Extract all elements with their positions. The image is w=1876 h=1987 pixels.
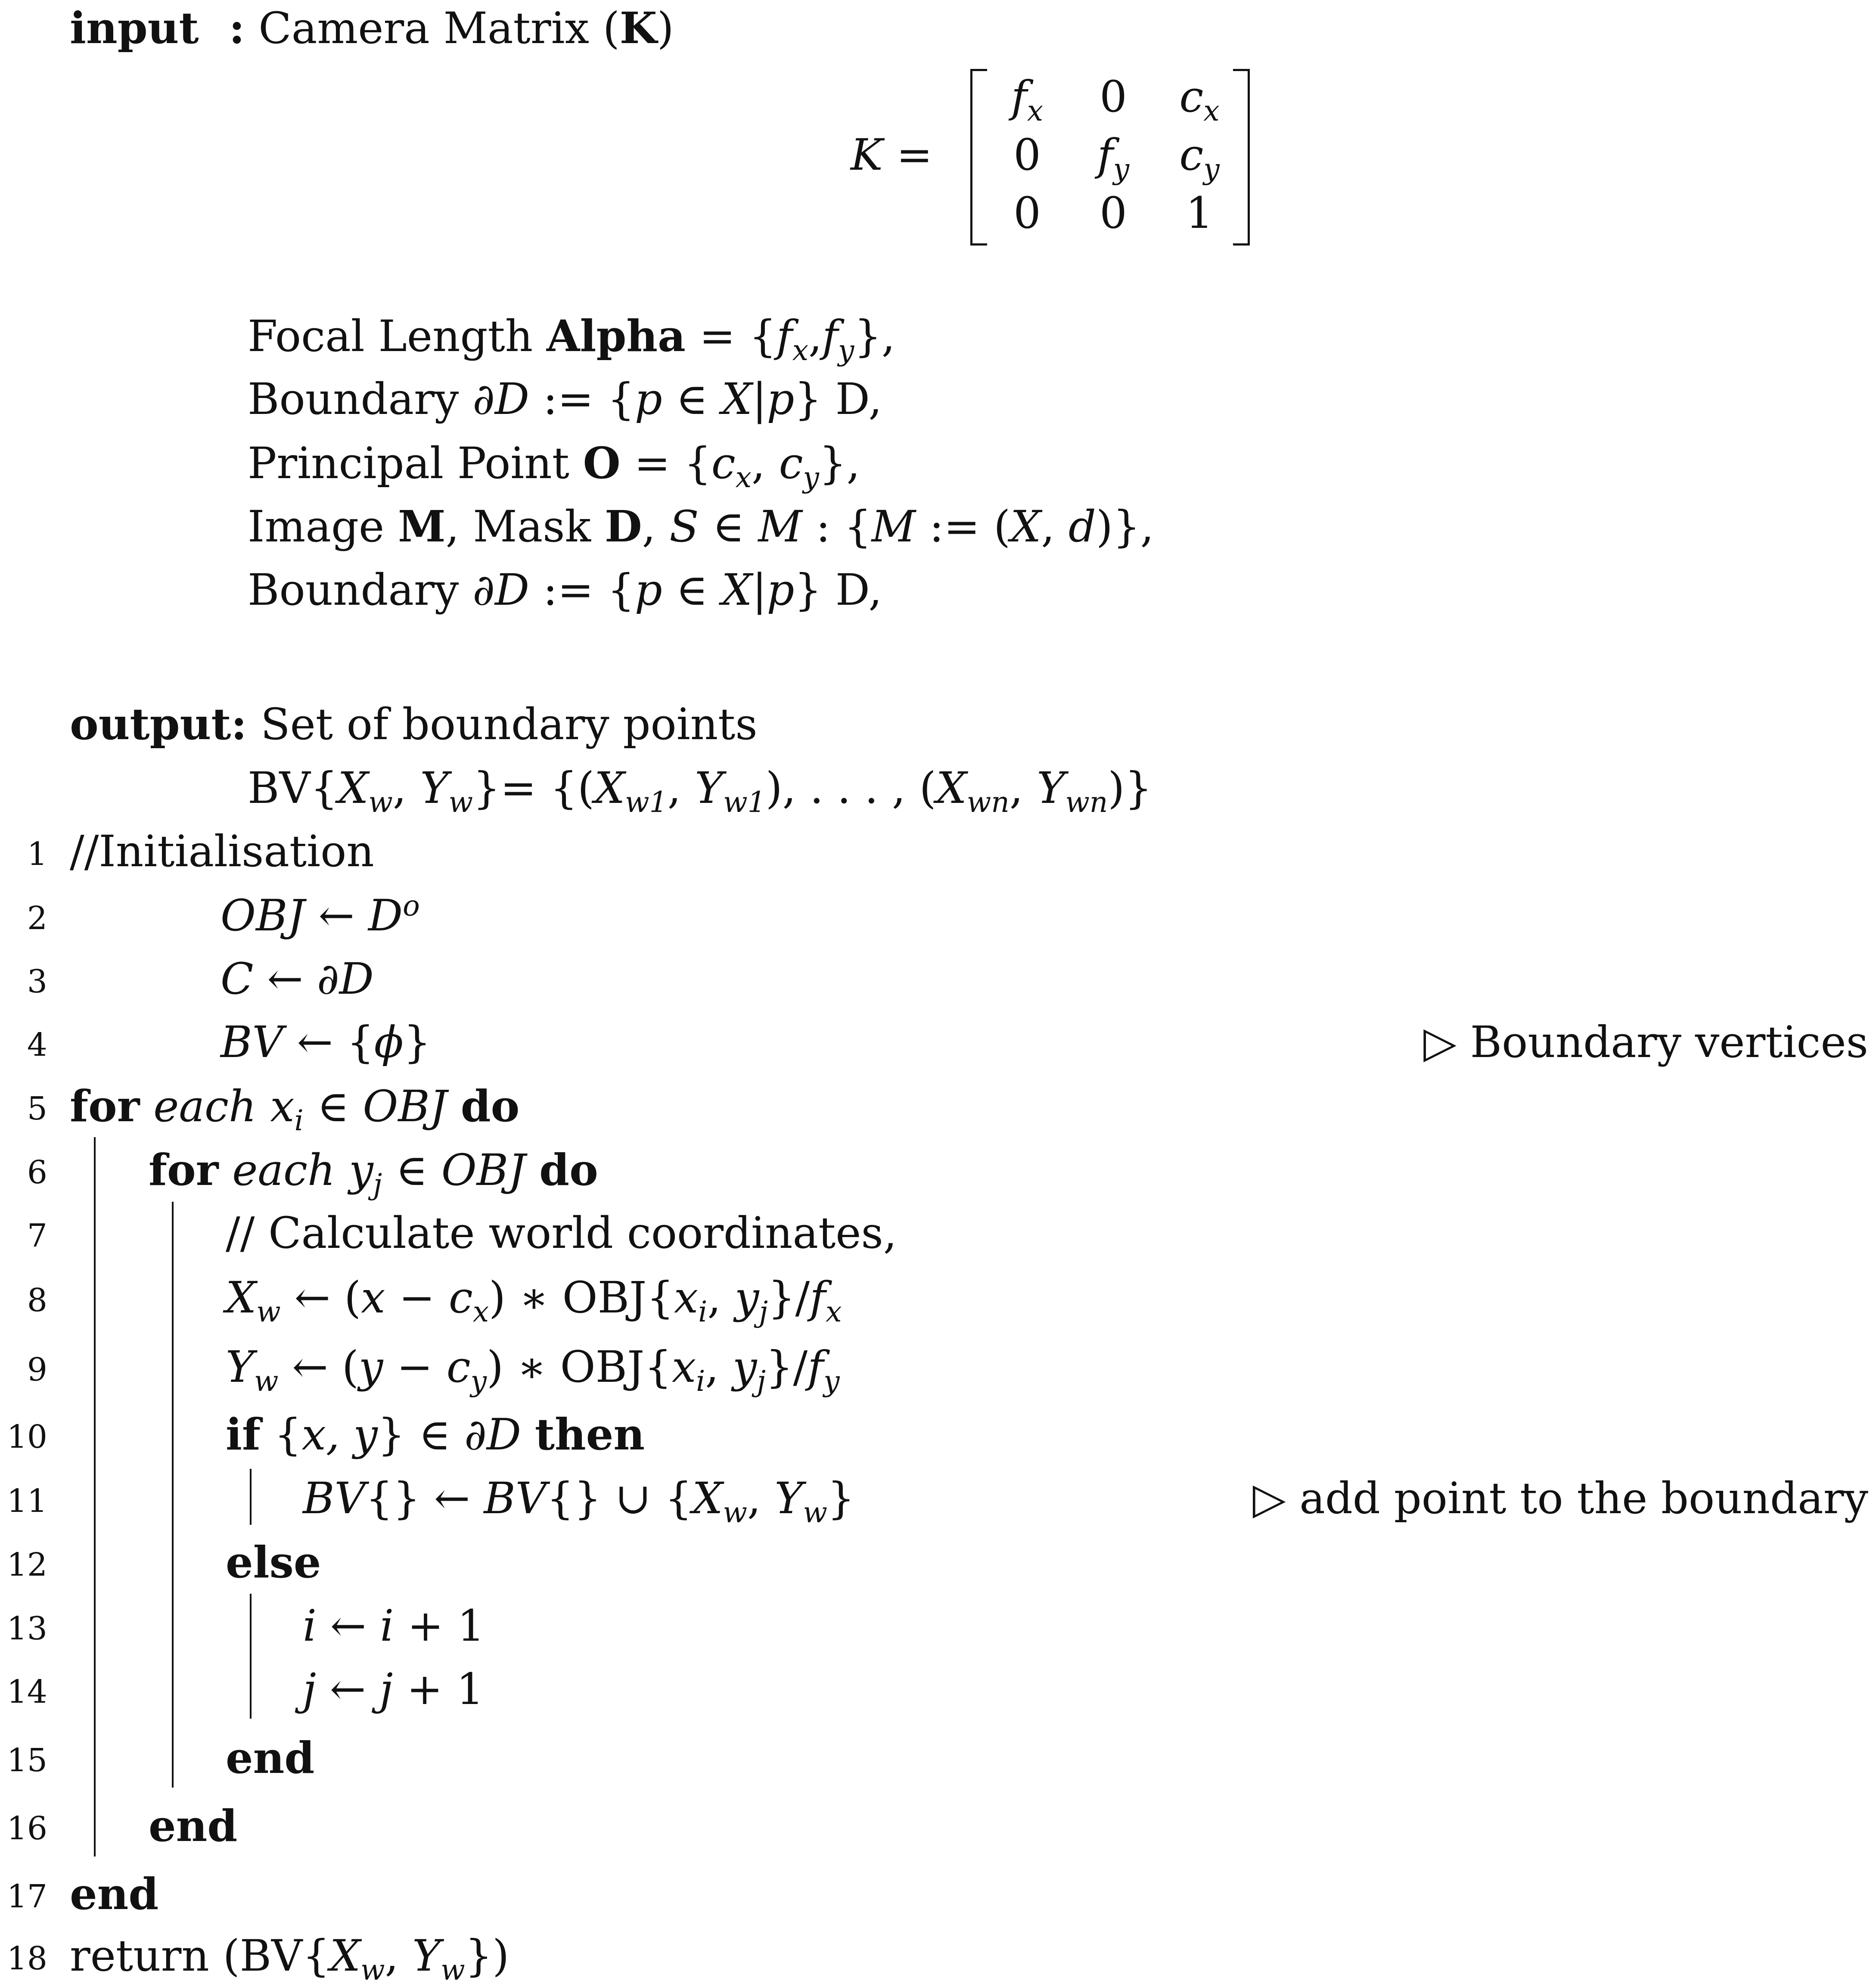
algo-line-17: end (70, 1869, 159, 1919)
algo-line-4: BV ← {ϕ} (221, 1017, 431, 1067)
matrix-cell: $c_x$ (1179, 72, 1220, 127)
algo-line-16: end (149, 1800, 238, 1851)
line-number: 4 (27, 1026, 47, 1063)
output-bv-set: $BV\{X_w$, $Y_w\}= \{(X_{w1}$, $Y_{w1}$), . . . , ($X_{wn}$, $Y_{wn}$)} (248, 763, 1152, 819)
algo-line-18: return ($BV\{X_w$, $Y_w$}) (70, 1931, 509, 1987)
input-colon: : (229, 3, 245, 53)
line-number: 15 (6, 1742, 47, 1779)
matrix-cell: $f_y$ (1097, 130, 1130, 186)
input-line: input : Camera Matrix (K) (70, 3, 674, 53)
input-principal-point: Principal Point $O = \{c_x$, $c_y$}, (248, 438, 860, 494)
input-matrix-symbol: K (619, 3, 657, 53)
input-keyword: input (70, 3, 199, 53)
comment-boundary-vertices: ▷ Boundary vertices (1423, 1017, 1868, 1067)
line-number: 17 (6, 1878, 47, 1915)
algo-line-7: // Calculate world coordinates, (226, 1208, 897, 1258)
line-number: 9 (27, 1351, 47, 1388)
algo-line-6: for each $y_j$ ∈ OBJ do (149, 1144, 598, 1201)
algo-line-10: if {x, y} ∈ ∂D then (226, 1409, 645, 1460)
matrix-cell: $c_y$ (1179, 130, 1220, 186)
rule-if-then (250, 1469, 252, 1525)
line-number: 2 (27, 900, 47, 937)
line-number: 14 (6, 1673, 47, 1710)
matrix-cell: 1 (1186, 188, 1213, 238)
algo-line-3: C ← ∂D (221, 954, 374, 1004)
output-keyword: output (70, 699, 231, 749)
input-focal-length: Focal Length Alpha = $\{f_x,f_y\}$, (248, 311, 895, 367)
line-number: 10 (6, 1418, 47, 1455)
line-number: 13 (6, 1610, 47, 1647)
line-number: 16 (6, 1810, 47, 1847)
rule-else (250, 1594, 252, 1719)
matrix-cell: 0 (1013, 130, 1041, 180)
rule-for-inner (172, 1202, 174, 1788)
algo-line-1: //Initialisation (70, 826, 374, 877)
camera-matrix (851, 65, 1264, 246)
output-line: output: Set of boundary points (70, 699, 758, 749)
matrix-cell: 0 (1100, 188, 1127, 238)
algo-line-13: i ← i + 1 (303, 1601, 485, 1651)
line-number: 3 (27, 963, 47, 1000)
line-number: 12 (6, 1546, 47, 1583)
algo-line-14: j ← j + 1 (303, 1664, 484, 1714)
algo-line-8: $X_w$ ← $(x - c_x)$ ∗ $OBJ\{x_i$, $y_j\}/f_x$ (226, 1272, 842, 1328)
line-number: 8 (27, 1282, 47, 1319)
algo-line-11: BV{} ← BV{} ∪ {$X_w$, $Y_w$} (303, 1473, 855, 1529)
input-image-mask: Image M, Mask D, S ∈ M : {M := (X, d)}, (248, 501, 1154, 552)
input-text: Camera Matrix ( (258, 3, 620, 53)
input-boundary-2: Boundary ∂D := {p ∈ X|p} D, (248, 565, 882, 615)
output-text: Set of boundary points (261, 699, 758, 749)
matrix-cell: 0 (1100, 72, 1127, 122)
line-number: 18 (6, 1940, 47, 1977)
matrix-cell: 0 (1013, 188, 1041, 238)
matrix-lhs: K = (851, 130, 933, 180)
algo-line-5: for each $x_i$ ∈ OBJ do (70, 1081, 520, 1137)
line-number: 6 (27, 1154, 47, 1191)
algo-line-15: end (226, 1732, 315, 1783)
rule-for-outer (94, 1137, 96, 1856)
line-number: 5 (27, 1090, 47, 1127)
line-number: 1 (27, 836, 47, 873)
line-number: 7 (27, 1217, 47, 1254)
comment-add-point: ▷ add point to the boundary (1252, 1473, 1868, 1524)
line-number: 11 (6, 1483, 47, 1520)
input-boundary-1: Boundary ∂D := {p ∈ X|p} D, (248, 374, 882, 424)
matrix-cell: $f_x$ (1011, 72, 1044, 127)
algo-line-2: OBJ ← $D^o$ (221, 889, 420, 941)
algo-line-9: $Y_w$ ← $(y - c_y)$ ∗ $OBJ\{x_i$, $y_j\}/f_y$ (226, 1342, 840, 1398)
algo-line-12: else (226, 1537, 321, 1588)
